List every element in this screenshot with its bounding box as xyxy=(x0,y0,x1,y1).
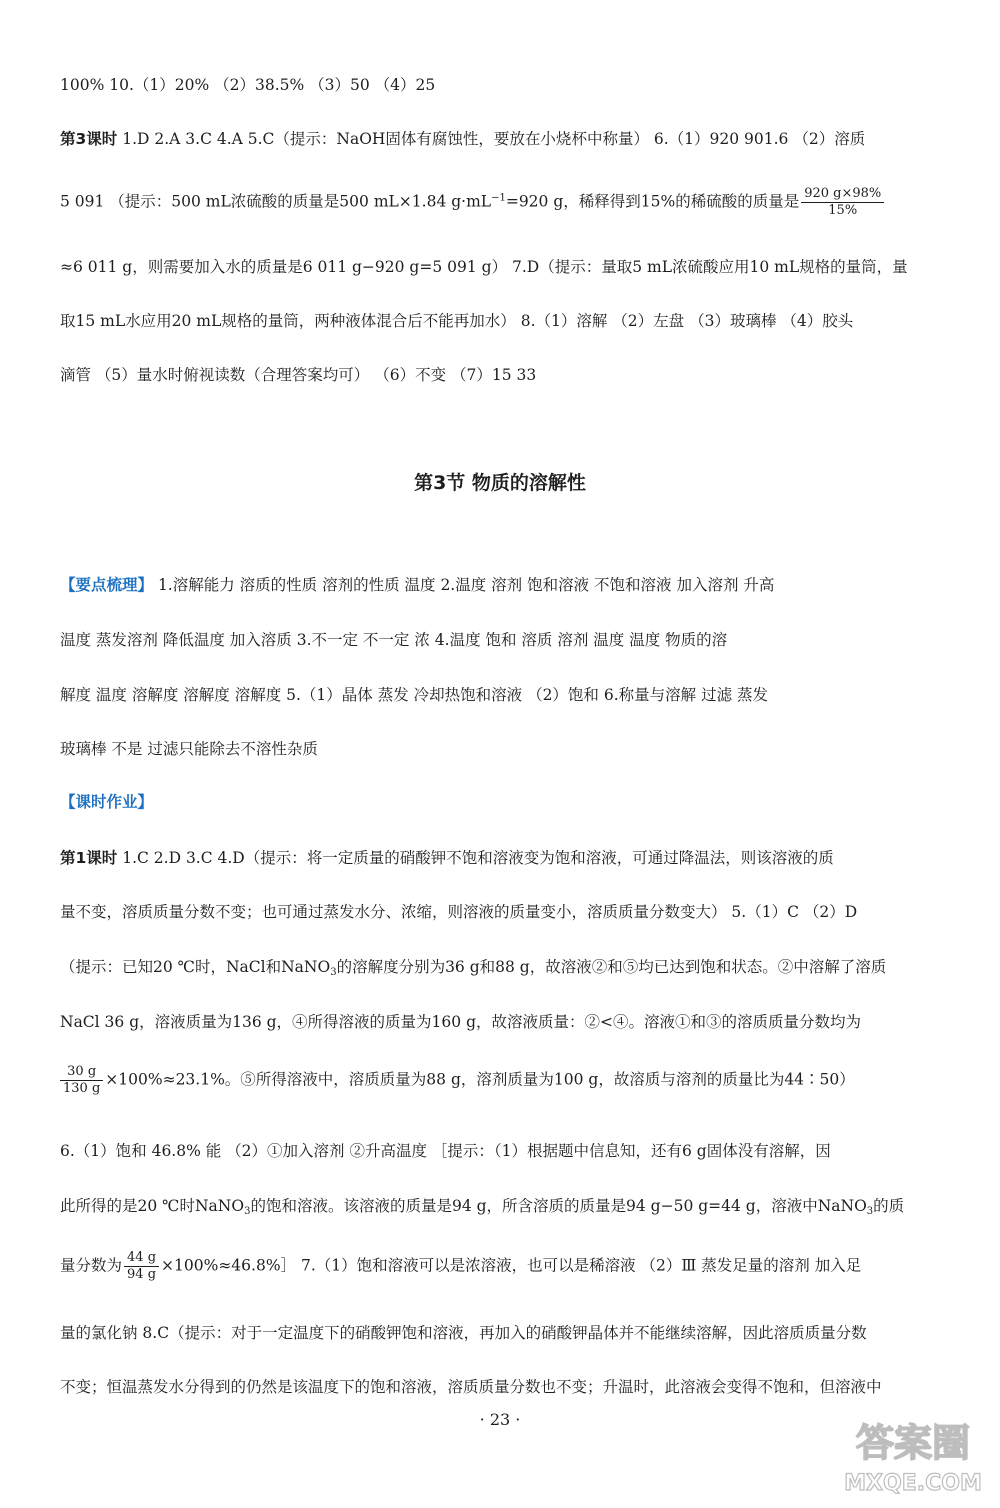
text-line: 不变；恒温蒸发水分得到的仍然是该温度下的饱和溶液，溶质质量分数也不变；升温时，此溶液会变得不饱和，但溶液中 xyxy=(60,1378,882,1396)
page-number: · 23 · xyxy=(479,1410,521,1429)
text-span: （提示：已知20 ℃时，NaCl和NaNO xyxy=(60,958,331,976)
text-line xyxy=(60,1250,950,1283)
text-line xyxy=(60,791,950,813)
text-span: 1.D 2.A 3.C 4.A 5.C（提示：NaOH固体有腐蚀性，要放在小烧杯中称量） 6.（1）920 901.6 （2）溶质 xyxy=(117,130,866,148)
text-line: 滴管 （5）量水时俯视读数（合理答案均可） （6）不变 （7）15 33 xyxy=(60,366,537,384)
lesson-label: 第3课时 xyxy=(60,130,118,148)
fraction xyxy=(801,186,884,219)
section-tag: 【要点梳理】 xyxy=(60,576,154,594)
superscript: −1 xyxy=(491,192,506,204)
subscript: 3 xyxy=(244,1206,251,1217)
text-span: ×100%≈46.8%］ 7.（1）饱和溶液可以是浓溶液，也可以是稀溶液 （2）Ⅲ 蒸发足量的溶剂 加入足 xyxy=(161,1256,862,1275)
text-line: 玻璃棒 不是 过滤只能除去不溶性杂质 xyxy=(60,740,318,758)
watermark-main-text: 答案圈 xyxy=(855,1421,971,1465)
text-line xyxy=(60,128,950,150)
fraction-denominator: 94 g xyxy=(127,1267,157,1282)
text-line xyxy=(60,1195,950,1223)
text-line: NaCl 36 g，溶液质量为136 g，④所得溶液的质量为160 g，故溶液质量：②<④。溶液①和③的溶质质量分数均为 xyxy=(60,1013,861,1031)
text-line xyxy=(60,847,950,869)
text-span: 1.C 2.D 3.C 4.D（提示：将一定质量的硝酸钾不饱和溶液变为饱和溶液，可通过降温法，则该溶液的质 xyxy=(117,849,834,867)
fraction xyxy=(60,1064,103,1097)
watermark-icon xyxy=(838,1412,988,1496)
text-span: 的质 xyxy=(873,1197,905,1215)
text-line: 100% 10.（1）20% （2）38.5% （3）50 （4）25 xyxy=(60,76,436,94)
section-tag: 【课时作业】 xyxy=(60,793,154,811)
subscript: 3 xyxy=(330,967,337,978)
fraction-numerator: 30 g xyxy=(60,1064,103,1081)
text-span: 的饱和溶液。该溶液的质量是94 g，所含溶质的质量是94 g−50 g=44 g，溶液中NaNO xyxy=(250,1197,867,1215)
text-line: 量不变，溶质质量分数不变；也可通过蒸发水分、浓缩，则溶液的质量变小，溶质质量分数变大） 5.（1）C （2）D xyxy=(60,903,858,921)
fraction-denominator: 15% xyxy=(828,203,858,218)
text-span: 5 091 （提示：500 mL浓硫酸的质量是500 mL×1.84 g·mL xyxy=(60,192,492,211)
watermark-logo xyxy=(838,1412,988,1496)
text-span: 此所得的是20 ℃时NaNO xyxy=(60,1197,245,1215)
text-line: 解度 温度 溶解度 溶解度 溶解度 5.（1）晶体 蒸发 冷却热饱和溶液 （2）饱和 6.称量与溶解 过滤 蒸发 xyxy=(60,686,769,704)
text-line xyxy=(60,574,950,596)
text-span: =920 g，稀释得到15%的稀硫酸的质量是 xyxy=(505,192,800,211)
text-line: 取15 mL水应用20 mL规格的量筒，两种液体混合后不能再加水） 8.（1）溶解 （2）左盘 （3）玻璃棒 （4）胶头 xyxy=(60,312,854,330)
fraction-numerator: 44 g xyxy=(124,1250,159,1267)
text-line: ≈6 011 g，则需要加入水的质量是6 011 g−920 g=5 091 g） 7.D（提示：量取5 mL浓硫酸应用10 mL规格的量筒，量 xyxy=(60,258,908,276)
text-span: ×100%≈23.1%。⑤所得溶液中，溶质质量为88 g，溶剂质量为100 g，故溶质与溶剂的质量比为44∶50） xyxy=(105,1070,855,1089)
text-line xyxy=(60,956,950,984)
text-line: 量的氯化钠 8.C（提示：对于一定温度下的硝酸钾饱和溶液，再加入的硝酸钾晶体并不能继续溶解，因此溶质质量分数 xyxy=(60,1324,867,1342)
subscript: 3 xyxy=(866,1206,874,1217)
lesson-label: 第1课时 xyxy=(60,849,118,867)
text-line xyxy=(60,1064,950,1097)
watermark-url-text: MXQE.COM xyxy=(844,1471,982,1496)
text-line xyxy=(60,186,950,219)
text-span: 量分数为 xyxy=(60,1256,123,1275)
text-line: 6.（1）饱和 46.8% 能 （2）①加入溶剂 ②升高温度 ［提示：（1）根据题中信息知，还有6 g固体没有溶解，因 xyxy=(60,1142,831,1160)
fraction-denominator: 130 g xyxy=(63,1081,101,1096)
fraction xyxy=(124,1250,159,1283)
text-line: 温度 蒸发溶剂 降低温度 加入溶质 3.不一定 不一定 浓 4.温度 饱和 溶质 溶剂 温度 温度 物质的溶 xyxy=(60,631,728,649)
fraction-numerator: 920 g×98% xyxy=(801,186,884,203)
text-span: 的溶解度分别为36 g和88 g，故溶液②和⑤均已达到饱和状态。②中溶解了溶质 xyxy=(336,958,887,976)
text-span: 1.溶解能力 溶质的性质 溶剂的性质 温度 2.温度 溶剂 饱和溶液 不饱和溶液 加入溶剂 升高 xyxy=(153,576,775,594)
section-title: 第3节 物质的溶解性 xyxy=(414,472,586,494)
